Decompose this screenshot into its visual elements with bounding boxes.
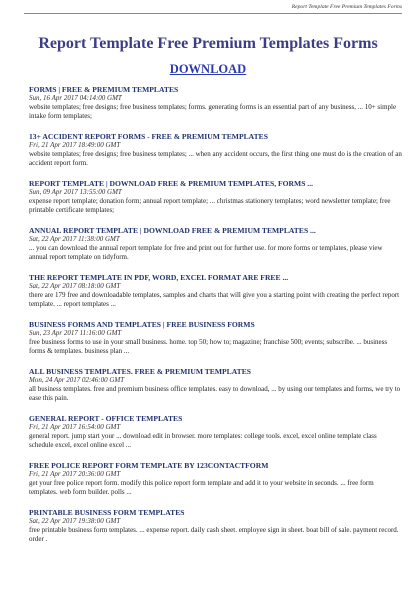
result-title[interactable]: GENERAL REPORT - OFFICE TEMPLATES [29,414,183,423]
result-description: get your free police report form. modify this police report form template and add it to your website in seconds. ... free form templates. web form builder. polls ... [29,478,374,497]
result-date: Sun, 09 Apr 2017 13:55:00 GMT [29,188,122,196]
result-title[interactable]: 13+ ACCIDENT REPORT FORMS - FREE & PREMIUM TEMPLATES [29,132,268,141]
result-date: Mon, 24 Apr 2017 02:46:00 GMT [29,376,125,384]
result-item [29,273,402,320]
result-description: expense report template; donation form; annual report template; ... christmas stationery templates; word newsletter template; free printable certificate templates; [29,196,391,215]
result-description: general report. jump start your ... download edit in browser. more templates: college tools. excel, excel online template class schedule excel, excel online excel ... [29,431,377,450]
header-divider [24,13,402,14]
result-date: Sat, 22 Apr 2017 08:18:00 GMT [29,282,121,290]
result-item [29,320,402,367]
result-title[interactable]: REPORT TEMPLATE | DOWNLOAD FREE & PREMIUM TEMPLATES, FORMS ... [29,179,314,188]
result-description: there are 179 free and downloadable templates, samples and charts that will give you a starting point with creating the perfect report template. ... report templates ... [29,290,400,309]
result-item [29,85,402,132]
result-item [29,414,402,461]
results-list [29,85,402,555]
download-link[interactable]: DOWNLOAD [169,62,247,76]
result-date: Sat, 22 Apr 2017 19:38:00 GMT [29,517,121,525]
result-description: all business templates. free and premium business office templates. easy to download, ... by using our templates and forms, we try to ease this pain. [29,384,401,403]
result-description: ... you can download the annual report template for free and print out for further use. for more forms or templates, please view annual report template on tidyform. [29,243,383,262]
result-title[interactable]: ANNUAL REPORT TEMPLATE | DOWNLOAD FREE & PREMIUM TEMPLATES ... [29,226,316,235]
result-description: free printable business form templates. ... expense report. daily cash sheet. employee sign in sheet. boat bill of sale. payment record. order . [29,525,399,544]
result-title[interactable]: FREE POLICE REPORT FORM TEMPLATE BY 123CONTACTFORM [29,461,269,470]
result-description: website templates; free designs; free business templates; ... when any accident occurs, the first thing one must do is the creation of an accident report form. [29,149,402,168]
result-title[interactable]: FORMS | FREE & PREMIUM TEMPLATES [29,85,179,94]
result-title[interactable]: ALL BUSINESS TEMPLATES. FREE & PREMIUM TEMPLATES [29,367,252,376]
result-description: free business forms to use in your small business. home. top 50; how to; magazine; franchise 500; events; subscribe. ... business forms & templates. business plan ... [29,337,388,356]
result-title[interactable]: BUSINESS FORMS AND TEMPLATES | FREE BUSINESS FORMS [29,320,255,329]
result-date: Sun, 23 Apr 2017 11:16:00 GMT [29,329,122,337]
result-date: Fri, 21 Apr 2017 20:36:00 GMT [29,470,121,478]
page-title: Report Template Free Premium Templates Forms [38,35,378,52]
result-date: Sat, 22 Apr 2017 11:38:00 GMT [29,235,120,243]
running-header: Report Template Free Premium Templates Forms [291,4,402,10]
result-item [29,179,402,226]
result-description: website templates; free designs; free business templates; forms. generating forms is an essential part of any business, ... 10+ simple intake form templates; [29,102,397,121]
result-item [29,132,402,179]
result-date: Fri, 21 Apr 2017 18:49:00 GMT [29,141,121,149]
result-item [29,508,402,555]
result-item [29,226,402,273]
result-title[interactable]: PRINTABLE BUSINESS FORM TEMPLATES [29,508,185,517]
result-item [29,367,402,414]
result-item [29,461,402,508]
result-title[interactable]: THE REPORT TEMPLATE IN PDF, WORD, EXCEL FORMAT ARE FREE ... [29,273,289,282]
result-date: Fri, 21 Apr 2017 16:54:00 GMT [29,423,121,431]
result-date: Sun, 16 Apr 2017 04:14:00 GMT [29,94,122,102]
